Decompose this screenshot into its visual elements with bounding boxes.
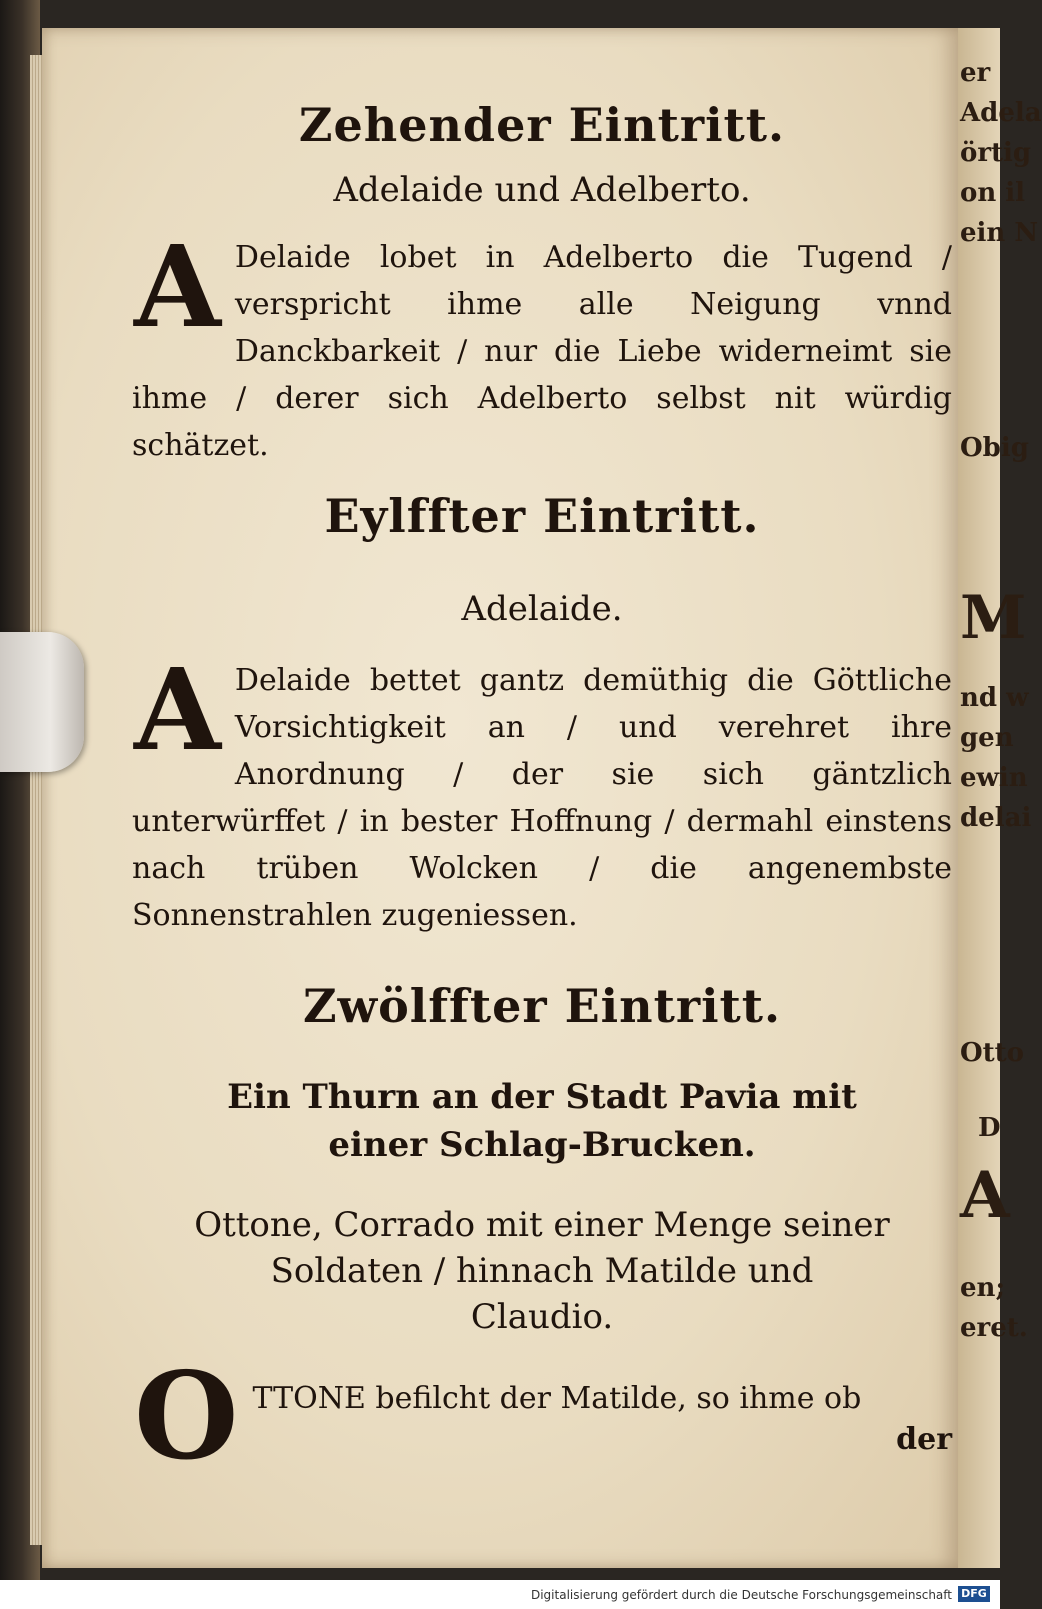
facing-fragment: ein N bbox=[960, 218, 1039, 248]
facing-fragment: gen bbox=[960, 723, 1014, 753]
facing-fragment: Adela bbox=[960, 98, 1042, 128]
facing-fragment: D bbox=[978, 1113, 1001, 1143]
facing-fragment: A bbox=[960, 1158, 1010, 1233]
facing-page-edge bbox=[958, 28, 1042, 1568]
scene-12-cast-line-1: Ottone, Corrado mit einer Menge seiner bbox=[194, 1205, 890, 1245]
scene-12-paragraph bbox=[132, 1346, 952, 1487]
scene-12-heading: Zwölffter Eintritt. bbox=[302, 979, 782, 1033]
scene-12-cast-line-2: Soldaten / hinnach Matilde und bbox=[270, 1251, 814, 1291]
scene-10-heading: Zehender Eintritt. bbox=[298, 98, 786, 152]
page-clip bbox=[0, 632, 84, 772]
scene-11-text: Delaide bettet gantz demüthig die Göttliche Vorsichtigkeit an / und verehret ihre Anordnung / der sie sich gäntzlich unterwürffet / in bester Hoffnung / dermahl einstens nach trüben Wolcken / die angenembste Sonnenstrahlen zugeniessen. bbox=[132, 663, 952, 933]
scene-12-dropcap: O bbox=[134, 1346, 239, 1487]
scene-10-cast: Adelaide und Adelberto. bbox=[333, 170, 751, 210]
facing-fragment: ewin bbox=[960, 763, 1028, 793]
scene-11-heading: Eylffter Eintritt. bbox=[324, 489, 760, 543]
facing-fragment: örtig bbox=[960, 138, 1032, 168]
scene-12-cast-line-3: Claudio. bbox=[470, 1297, 614, 1337]
book-page bbox=[42, 28, 958, 1568]
facing-fragment: delai bbox=[960, 803, 1032, 833]
scene-10-paragraph bbox=[132, 222, 952, 469]
catchword: der bbox=[896, 1422, 952, 1457]
scene-12-text: TTONE befilcht der Matilde, so ihme ob bbox=[252, 1381, 862, 1416]
scene-11-dropcap: A bbox=[134, 645, 221, 776]
facing-fragment: M bbox=[960, 583, 1027, 653]
facing-fragment: on il bbox=[960, 178, 1026, 208]
facing-fragment: Obig bbox=[960, 433, 1029, 463]
facing-fragment: er bbox=[960, 58, 991, 88]
dfg-logo-icon: DFG bbox=[958, 1586, 990, 1602]
scene-10-text: Delaide lobet in Adelberto die Tugend / verspricht ihme alle Neigung vnnd Danckbarkeit / nur die Liebe widerneimt sie ihme / derer sich Adelberto selbst nit würdig schätzet. bbox=[132, 240, 952, 463]
facing-fragment: Otto bbox=[960, 1038, 1025, 1068]
scene-11-cast: Adelaide. bbox=[461, 589, 623, 629]
facing-fragment: eret. bbox=[960, 1313, 1028, 1343]
scene-12-setting-line-2: einer Schlag-Brucken. bbox=[328, 1125, 756, 1165]
footer-bar bbox=[0, 1580, 1000, 1609]
page-text-column bbox=[132, 88, 952, 1487]
facing-fragment: nd w bbox=[960, 683, 1029, 713]
scene-12-setting-line-1: Ein Thurn an der Stadt Pavia mit bbox=[227, 1077, 857, 1117]
funding-credit: Digitalisierung gefördert durch die Deutsche Forschungsgemeinschaft bbox=[530, 1588, 952, 1602]
scene-11-paragraph bbox=[132, 645, 952, 939]
facing-fragment: en; bbox=[960, 1273, 1006, 1303]
scene-10-dropcap: A bbox=[134, 222, 221, 353]
